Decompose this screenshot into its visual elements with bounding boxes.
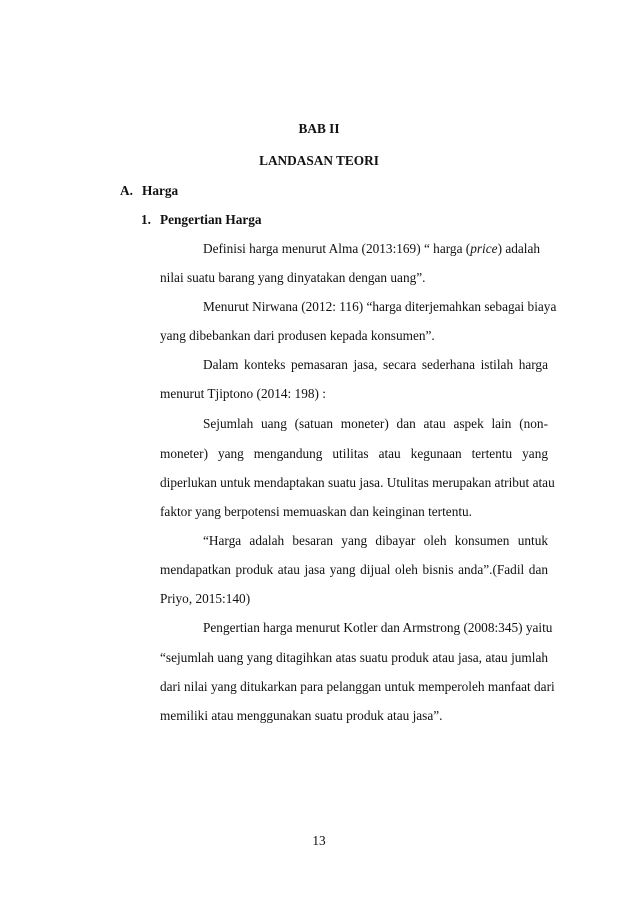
- paragraph-line: “sejumlah uang yang ditagihkan atas suatu produk atau jasa, atau jumlah: [160, 650, 548, 665]
- page-number: 13: [312, 833, 326, 848]
- italic-term: price: [470, 241, 498, 256]
- subsection-heading: Pengertian Harga: [160, 212, 262, 227]
- paragraph-line: [203, 241, 540, 257]
- paragraph-line: faktor yang berpotensi memuaskan dan keinginan tertentu.: [160, 504, 473, 519]
- paragraph-line: diperlukan untuk mendaptakan suatu jasa. Utulitas merupakan atribut atau: [160, 475, 555, 490]
- paragraph-line: Pengertian harga menurut Kotler dan Armstrong (2008:345) yaitu: [203, 620, 553, 635]
- subsection-marker: 1.: [141, 212, 151, 227]
- paragraph-line: moneter) yang mengandung utilitas atau kegunaan tertentu yang: [160, 446, 548, 461]
- section-marker: A.: [120, 183, 133, 198]
- paragraph-line: Menurut Nirwana (2012: 116) “harga diterjemahkan sebagai biaya: [203, 299, 557, 314]
- section-heading: Harga: [142, 183, 179, 198]
- text-run: Definisi harga menurut Alma (2013:169) “ harga (: [203, 241, 471, 256]
- paragraph-line: Dalam konteks pemasaran jasa, secara sederhana istilah harga: [203, 357, 548, 372]
- paragraph-line: “Harga adalah besaran yang dibayar oleh konsumen untuk: [203, 533, 548, 548]
- paragraph-line: Sejumlah uang (satuan moneter) dan atau aspek lain (non-: [203, 416, 548, 431]
- paragraph-line: yang dibebankan dari produsen kepada konsumen”.: [160, 328, 435, 343]
- paragraph-line: nilai suatu barang yang dinyatakan dengan uang”.: [160, 270, 426, 285]
- paragraph-line: dari nilai yang ditukarkan para pelanggan untuk memperoleh manfaat dari: [160, 679, 555, 694]
- paragraph-line: memiliki atau menggunakan suatu produk atau jasa”.: [160, 708, 443, 723]
- text-run: ) adalah: [497, 241, 541, 256]
- chapter-number: BAB II: [298, 121, 340, 136]
- paragraph-line: Priyo, 2015:140): [160, 591, 251, 606]
- paragraph-line: menurut Tjiptono (2014: 198) :: [160, 386, 326, 401]
- paragraph-line: mendapatkan produk atau jasa yang dijual oleh bisnis anda”.(Fadil dan: [160, 562, 548, 577]
- chapter-title: LANDASAN TEORI: [259, 153, 379, 168]
